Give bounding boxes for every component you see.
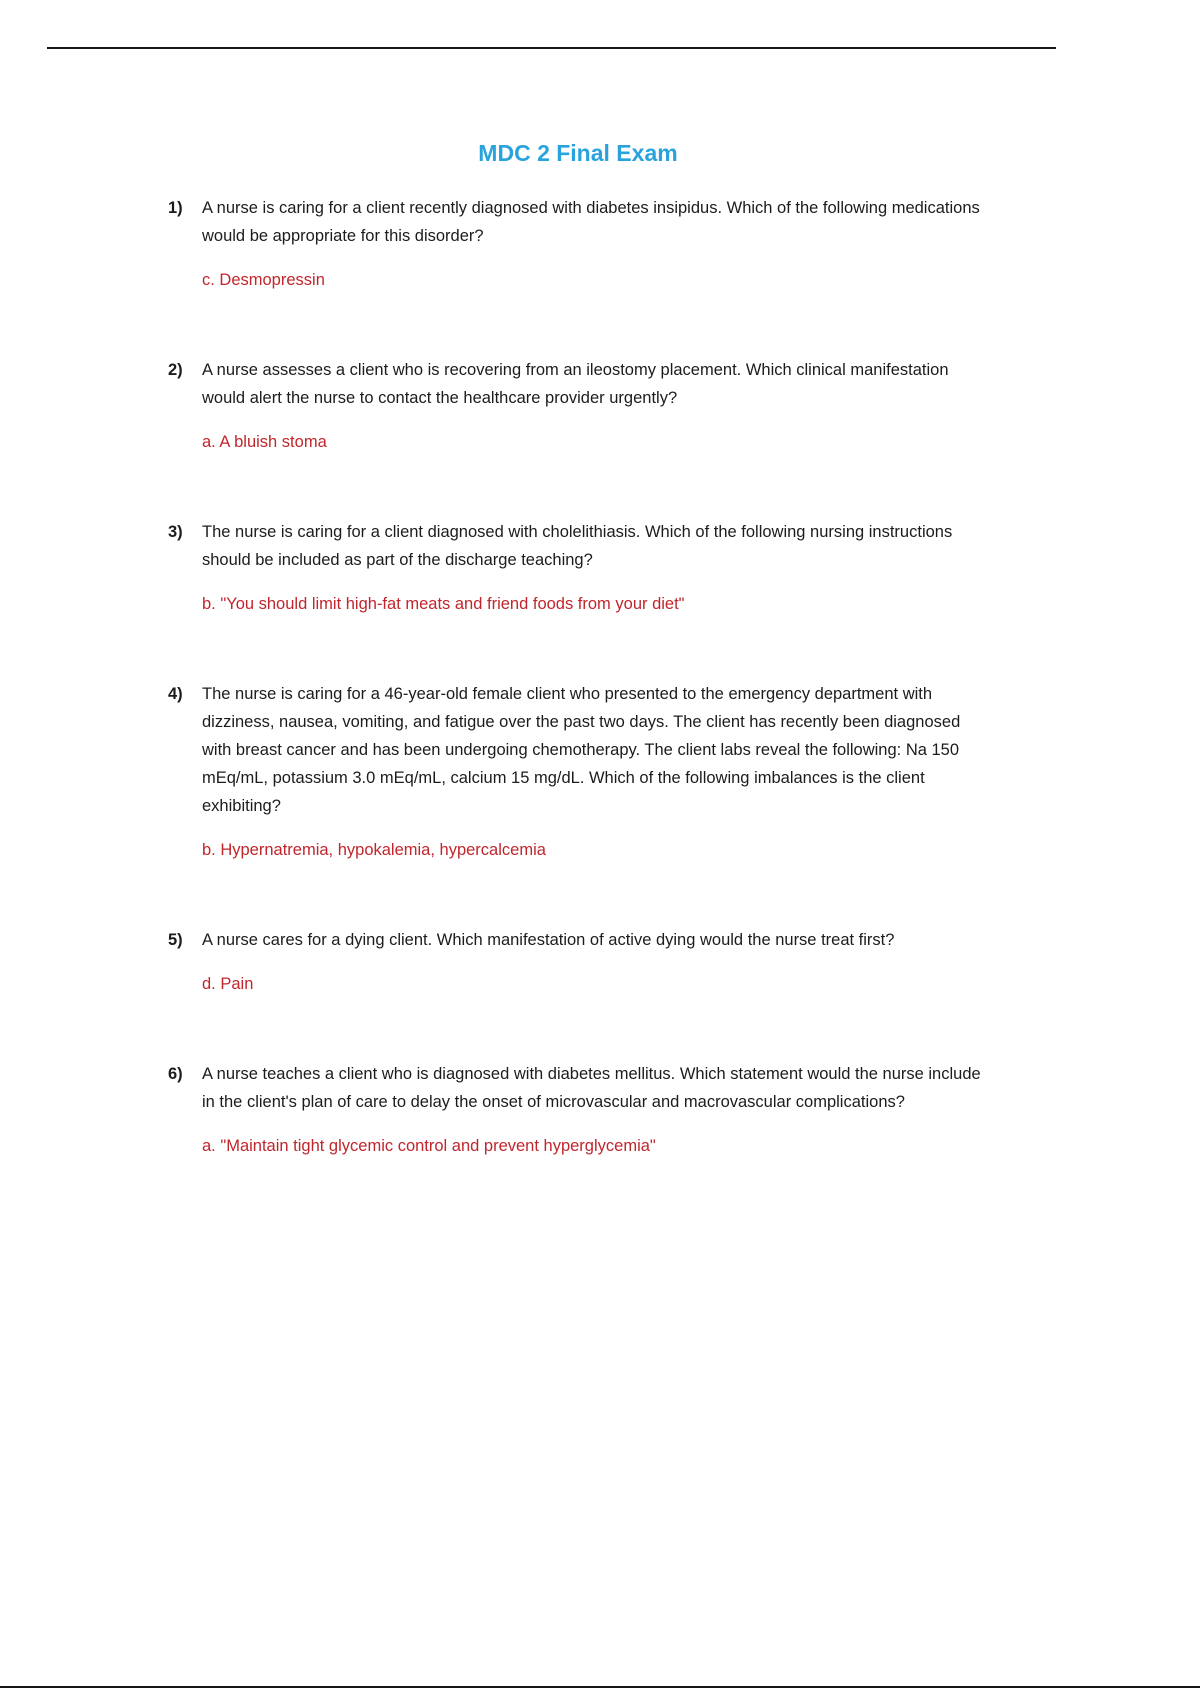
question-text: A nurse assesses a client who is recovering from an ileostomy placement. Which clinical manifestation would alert the nurse to contact the healthcare provider urgently?	[202, 361, 949, 407]
bottom-rule	[0, 1686, 1200, 1688]
question-number: 5)	[168, 931, 183, 949]
question-number: 4)	[168, 685, 183, 703]
question-text: A nurse teaches a client who is diagnosed with diabetes mellitus. Which statement would the nurse include in the client's plan of care to delay the onset of microvascular and macrovascular complications?	[202, 1065, 981, 1111]
question-number: 2)	[168, 361, 183, 379]
question-body	[202, 356, 988, 456]
answer-text: a. A bluish stoma	[202, 433, 327, 451]
question-item	[168, 356, 988, 456]
answer-text: d. Pain	[202, 975, 254, 993]
question-number: 1)	[168, 199, 183, 217]
question-text: The nurse is caring for a client diagnosed with cholelithiasis. Which of the following nursing instructions should be included as part of the discharge teaching?	[202, 523, 953, 569]
question-item	[168, 1060, 988, 1160]
question-number: 3)	[168, 523, 183, 541]
question-body	[202, 680, 988, 864]
question-item	[168, 518, 988, 618]
question-text: A nurse cares for a dying client. Which manifestation of active dying would the nurse treat first?	[202, 931, 895, 949]
document-content	[168, 138, 988, 1222]
question-item	[168, 194, 988, 294]
answer-text: b. "You should limit high-fat meats and friend foods from your diet"	[202, 595, 685, 613]
question-body	[202, 518, 988, 618]
question-body	[202, 926, 988, 998]
answer-text: b. Hypernatremia, hypokalemia, hypercalcemia	[202, 841, 546, 859]
question-body	[202, 1060, 988, 1160]
question-number: 6)	[168, 1065, 183, 1083]
page-title: MDC 2 Final Exam	[478, 140, 678, 166]
top-rule	[47, 47, 1056, 49]
question-text: A nurse is caring for a client recently diagnosed with diabetes insipidus. Which of the following medications would be appropriate for this disorder?	[202, 199, 980, 245]
question-item	[168, 680, 988, 864]
question-list	[168, 194, 988, 1160]
answer-text: c. Desmopressin	[202, 271, 325, 289]
question-text: The nurse is caring for a 46-year-old female client who presented to the emergency department with dizziness, nausea, vomiting, and fatigue over the past two days. The client has recently been diagnosed with breast cancer and has been undergoing chemotherapy. The client labs reveal the following: Na 150 mEq/mL, potassium 3.0 mEq/mL, calcium 15 mg/dL. Which of the following imbalances is the client exhibiting?	[202, 685, 961, 815]
question-body	[202, 194, 988, 294]
answer-text: a. "Maintain tight glycemic control and prevent hyperglycemia"	[202, 1137, 656, 1155]
question-item	[168, 926, 988, 998]
